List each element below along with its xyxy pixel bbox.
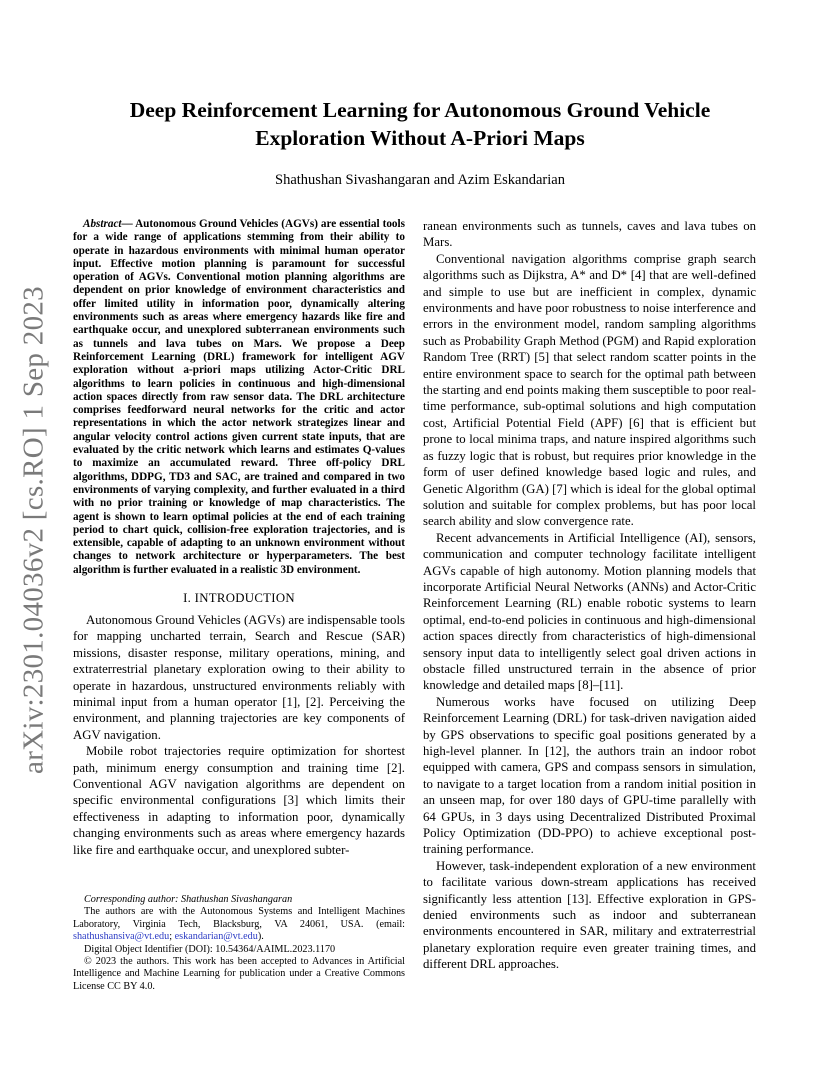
footnote-affiliation [73,906,405,943]
email-link-sivashangaran[interactable]: shathushansiva@vt.edu [73,931,170,943]
title-line-1: Deep Reinforcement Learning for Autonomous Ground Vehicle [129,98,711,122]
title-line-2: Exploration Without A-Priori Maps [255,126,585,150]
left-column [73,218,405,858]
author-list: Shathushan Sivashangaran and Azim Eskandarian [275,172,565,188]
email-close: ). [257,931,264,943]
abstract-label: Abstract [83,218,122,230]
arxiv-side-identifier: arXiv:2301.04036v2 [cs.RO] 1 Sep 2023 [17,286,50,774]
abstract [73,218,405,577]
email-link-eskandarian[interactable]: eskandarian@vt.edu [174,931,258,943]
section-heading-introduction: I. INTRODUCTION [183,591,295,606]
footnote-doi: Digital Object Identifier (DOI): 10.54364/AAIML.2023.1170 [84,943,336,955]
abstract-body: — Autonomous Ground Vehicles (AGVs) are essential tools for a wide range of applications stemming from their ability to operate in hazardous environments with minimal human operator input. Effective motion planning is paramount for successful operation of AGVs. Conventional motion planning algorithms are dependent on prior knowledge of environment characteristics and offer limited utility in information poor, dynamically altering environments such as areas where emergency hazards like fire and earthquake occur, and unexplored subterranean environments such as tunnels and lava tubes on Mars. We propose a Deep Reinforcement Learning (DRL) framework for intelligent AGV exploration without a-priori maps utilizing Actor-Critic DRL algorithms to learn policies in continuous and high-dimensional action spaces directly from raw sensor data. The DRL architecture comprises feedforward neural networks for the critic and actor representations in which the actor network strategizes linear and angular velocity control actions given current state inputs, that are evaluated by the critic network which learns and estimates Q-values to maximize an accumulated reward. Three off-policy DRL algorithms, DDPG, TD3 and SAC, are trained and compared in two environments of varying complexity, and further evaluated in a third with no prior training or knowledge of map characteristics. The agent is shown to learn optimal policies at the end of each training period to chart quick, collision-free exploration trajectories, and is extensible, capable of adapting to an unknown environment without changes to network architecture or hyperparameters. The best algorithm is further evaluated in a realistic 3D environment. [73,218,405,576]
intro-paragraph-continued: ranean environments such as tunnels, caves and lava tubes on Mars. [423,219,756,250]
intro-paragraph: Conventional navigation algorithms comprise graph search algorithms such as Dijkstra, A* and D* [4] that are well-defined and simple to use but are inefficient in complex, dynamic environments and have poor robustness to noise interference and errors in the environment model, random sampling algorithms such as Probability Graph Method (PGM) and Rapid exploration Random Tree (RRT) [5] that select random scatter points in the entire environment space to search for the optimal path between the starting and end points making them susceptible to poor real-time performance, sub-optimal solutions and high computation cost, Artificial Potential Field (APF) [6] that is efficient but prone to local minima traps, and nature inspired algorithms such as fuzzy logic that is robust, but requires prior knowledge in the form of user defined knowledge based logic and rules, and Genetic Algorithm (GA) [7] which is ideal for the global optimal solution and suitable for complex problems, but has poor local search ability and slow convergence rate. [423,251,756,529]
paper-title [70,96,770,152]
intro-paragraph: However, task-independent exploration of a new environment to facilitate various down-stream applications has received significantly less attention [13]. Effective exploration in GPS-denied environments such as indoor and subterranean environments encountered in SAR, military and extraterrestrial planetary exploration require even greater training times, and different DRL approaches. [423,858,756,972]
intro-paragraph: Mobile robot trajectories require optimization for shortest path, minimum energy consumption and training time [2]. Conventional AGV navigation algorithms are dependent on specific environmental configurations [3] which limits their effectiveness in adapting to information poor, dynamically changing environments such as areas where emergency hazards like fire and earthquake occur, and unexplored subter- [73,744,405,857]
email-separator: ; [169,931,175,943]
footnote-copyright: © 2023 the authors. This work has been accepted to Advances in Artificial Intelligence and Machine Learning for publication under a Creative Commons License CC BY 4.0. [73,956,405,992]
affiliation-text: The authors are with the Autonomous Systems and Intelligent Machines Laboratory, Virginia Tech, Blacksburg, VA 24061, USA. (email: [73,906,405,930]
intro-paragraph: Autonomous Ground Vehicles (AGVs) are indispensable tools for mapping uncharted terrain, Search and Rescue (SAR) missions, disaster response, military operations, mining, and extraterrestrial planetary exploration owing to their ability to operate in hazardous, unstructured environments reliably with minimal input from a human operator [1], [2]. Perceiving the environment, and planning trajectories are key components of AGV navigation. [73,613,405,742]
right-column [423,218,756,973]
arxiv-side-identifier-container [14,286,54,774]
footnotes [73,894,405,993]
intro-paragraph: Recent advancements in Artificial Intelligence (AI), sensors, communication and computer technology facilitate intelligent AGVs capable of high autonomy. Motion planning models that incorporate Artificial Neural Networks (ANNs) and Actor-Critic Reinforcement Learning (RL) enable robotic systems to learn optimal, end-to-end policies in continuous and high-dimensional action spaces directly from characteristics of high-dimensional sensory input data to intelligently select goal driven actions in obstacle filled unstructured terrain in the absence of prior knowledge and detailed maps [8]–[11]. [423,530,756,693]
intro-paragraph: Numerous works have focused on utilizing Deep Reinforcement Learning (DRL) for task-driven navigation aided by GPS observations to specific goal positions generated by a high-level planner. In [12], the authors train an indoor robot equipped with camera, GPS and compass sensors in simulation, to navigate to a target location from a random initial position in an unseen map, for over 180 days of GPU-time parallelly with 64 GPUs, in 3 days using Decentralized Distributed Proximal Policy Optimization (DD-PPO) to achieve exceptional post-training performance. [423,694,756,857]
footnote-corresponding-author: Corresponding author: Shathushan Sivashangaran [84,894,293,905]
